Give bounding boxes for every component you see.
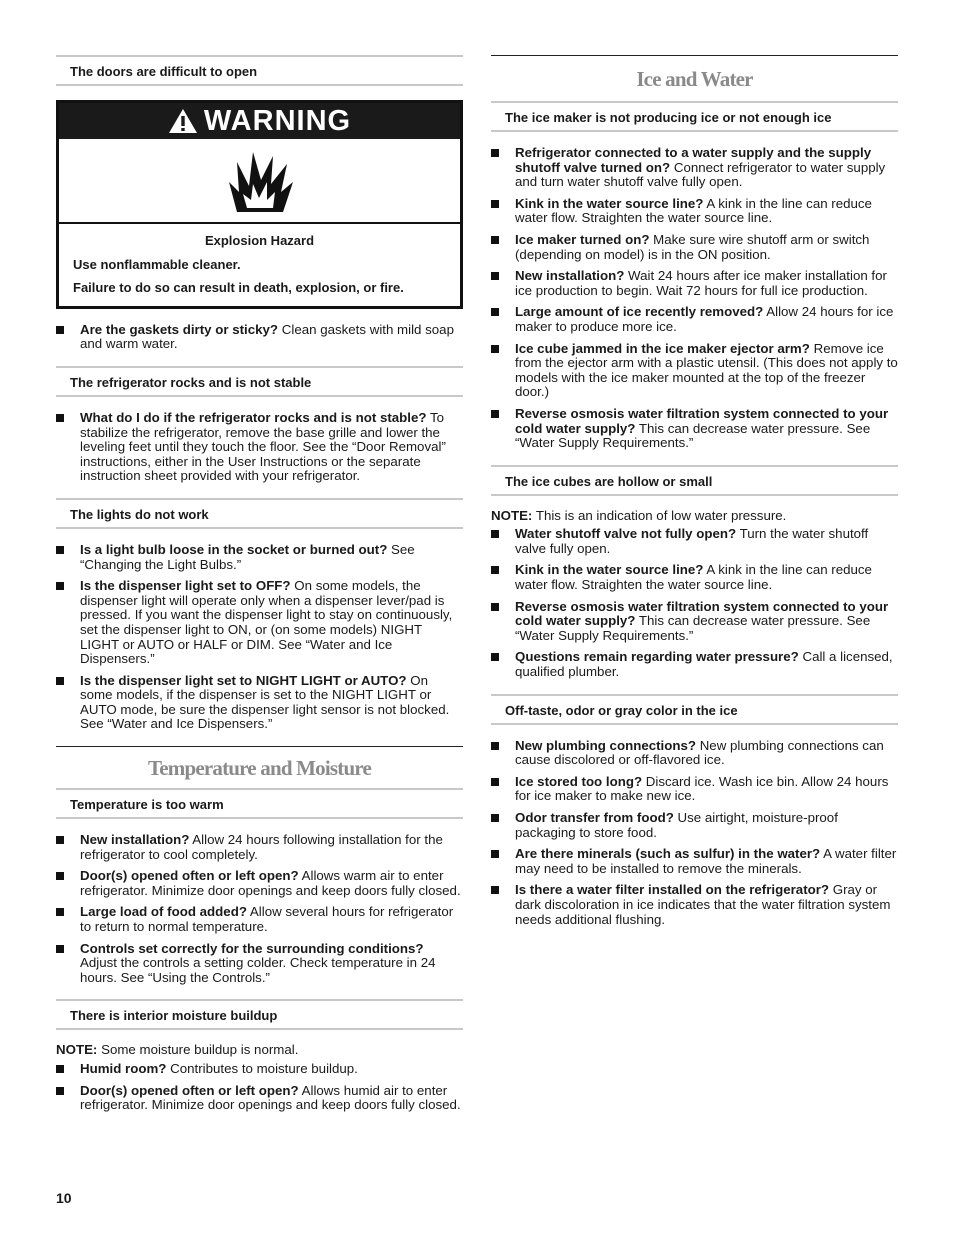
list-item: What do I do if the refrigerator rocks and is not stable? To stabilize the refrigerator, remove the base grille and lower the leveling feet until they touch the floor. See the “Door Removal” instructions, either in the User Instructions or the separate instruction sheet provided with your refrigerator. (56, 411, 463, 484)
subheading-doors: The doors are difficult to open (56, 55, 463, 86)
list-not-producing (491, 132, 898, 451)
warning-label: WARNING (203, 104, 352, 137)
warning-body (59, 224, 460, 306)
warning-triangle-icon (168, 108, 198, 134)
list-item: New installation? Wait 24 hours after ice maker installation for ice production to begin. Wait 72 hours for full ice production. (491, 269, 898, 298)
subheading-moisture: There is interior moisture buildup (56, 999, 463, 1030)
list-item: Humid room? Contributes to moisture buildup. (56, 1062, 463, 1077)
warning-pictogram (59, 139, 460, 224)
warning-line-1: Use nonflammable cleaner. (73, 256, 241, 272)
list-item: Kink in the water source line? A kink in the line can reduce water flow. Straighten the water source line. (491, 563, 898, 592)
list-item: Are the gaskets dirty or sticky? Clean gaskets with mild soap and warm water. (56, 323, 463, 352)
warning-hazard-title: Explosion Hazard (204, 233, 315, 248)
section-heading-temperature: Temperature and Moisture (56, 746, 463, 788)
list-item: Odor transfer from food? Use airtight, moisture-proof packaging to store food. (491, 811, 898, 840)
list-item: Is a light bulb loose in the socket or burned out? See “Changing the Light Bulbs.” (56, 543, 463, 572)
list-item: Questions remain regarding water pressure? Call a licensed, qualified plumber. (491, 650, 898, 679)
section-heading-ice-water: Ice and Water (491, 55, 898, 101)
list-item: New plumbing connections? New plumbing connections can cause discolored or off-flavored ice. (491, 739, 898, 768)
list-hollow (491, 523, 898, 679)
list-item: Is the dispenser light set to NIGHT LIGHT or AUTO? On some models, if the dispenser is set to the NIGHT LIGHT or AUTO mode, be sure the dispenser light sensor is not blocked. See “Water and Ice Dispensers.” (56, 674, 463, 732)
list-item: Are there minerals (such as sulfur) in the water? A water filter may need to be installed to remove the minerals. (491, 847, 898, 876)
subheading-rocks: The refrigerator rocks and is not stable (56, 366, 463, 397)
list-item: Is the dispenser light set to OFF? On some models, the dispenser light will operate only when a dispenser lever/pad is pressed. If you want the dispenser light to stay on continuously, set the dispenser light to ON, or (on some models) NIGHT LIGHT or AUTO or HALF or DIM. See “Water and Ice Dispensers.” (56, 579, 463, 667)
warning-box (56, 100, 463, 309)
subheading-not-producing: The ice maker is not producing ice or not enough ice (491, 101, 898, 132)
list-item: Ice maker turned on? Make sure wire shutoff arm or switch (depending on model) is in the ON position. (491, 233, 898, 262)
subheading-warm: Temperature is too warm (56, 788, 463, 819)
list-item: Kink in the water source line? A kink in the line can reduce water flow. Straighten the water source line. (491, 197, 898, 226)
list-moisture (56, 1058, 463, 1113)
list-item: Reverse osmosis water filtration system connected to your cold water supply? This can decrease water pressure. See “Water Supply Requirements.” (491, 407, 898, 451)
list-item: Door(s) opened often or left open? Allows warm air to enter refrigerator. Minimize door openings and keep doors fully closed. (56, 869, 463, 898)
note-moisture: NOTE: Some moisture buildup is normal. (56, 1042, 299, 1058)
warning-line-2: Failure to do so can result in death, explosion, or fire. (73, 280, 404, 296)
list-item: Large load of food added? Allow several hours for refrigerator to return to normal temperature. (56, 905, 463, 934)
right-column (491, 55, 898, 934)
list-item: Ice cube jammed in the ice maker ejector arm? Remove ice from the ejector arm with a plastic utensil. (This does not apply to models with the ice maker mounted at the top of the freezer door.) (491, 342, 898, 400)
list-doors (56, 309, 463, 352)
list-item: Large amount of ice recently removed? Allow 24 hours for ice maker to produce more ice. (491, 305, 898, 334)
page-number: 10 (56, 1190, 72, 1206)
list-item: New installation? Allow 24 hours following installation for the refrigerator to cool completely. (56, 833, 463, 862)
subheading-lights: The lights do not work (56, 498, 463, 529)
list-rocks (56, 397, 463, 484)
list-warm (56, 819, 463, 985)
list-item: Water shutoff valve not fully open? Turn the water shutoff valve fully open. (491, 527, 898, 556)
list-lights (56, 529, 463, 732)
list-offtaste (491, 725, 898, 928)
list-item: Door(s) opened often or left open? Allows humid air to enter refrigerator. Minimize door openings and keep doors fully closed. (56, 1084, 463, 1113)
list-item: Controls set correctly for the surrounding conditions? Adjust the controls a setting colder. Check temperature in 24 hours. See “Using the Controls.” (56, 942, 463, 986)
subheading-hollow: The ice cubes are hollow or small (491, 465, 898, 496)
list-item: Refrigerator connected to a water supply and the supply shutoff valve turned on? Connect refrigerator to water supply and turn water shutoff valve fully open. (491, 146, 898, 190)
left-column (56, 55, 463, 1120)
list-item: Reverse osmosis water filtration system connected to your cold water supply? This can decrease water pressure. See “Water Supply Requirements.” (491, 600, 898, 644)
warning-header (59, 103, 460, 139)
subheading-offtaste: Off-taste, odor or gray color in the ice (491, 694, 898, 725)
list-item: Is there a water filter installed on the refrigerator? Gray or dark discoloration in ice indicates that the water filtration system needs additional flushing. (491, 883, 898, 927)
explosion-icon (225, 148, 295, 214)
note-hollow: NOTE: This is an indication of low water pressure. (491, 507, 787, 523)
list-item: Ice stored too long? Discard ice. Wash ice bin. Allow 24 hours for ice maker to make new ice. (491, 775, 898, 804)
